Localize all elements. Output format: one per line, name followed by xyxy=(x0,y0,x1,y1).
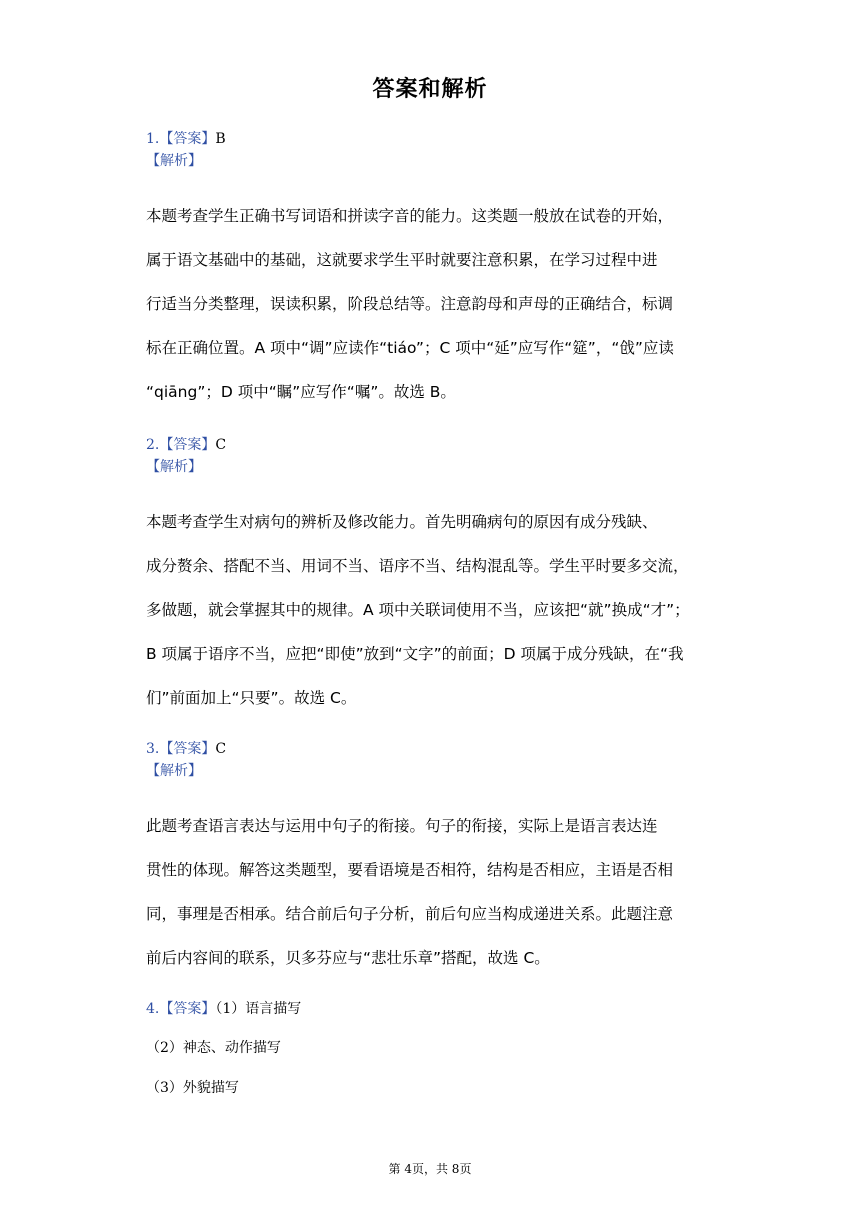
analysis-label: 【解析】 xyxy=(146,459,202,475)
analysis-paragraph xyxy=(146,500,726,720)
question-number: 4. xyxy=(146,1001,160,1017)
answer-line xyxy=(146,128,726,150)
answer-label: 【答案】 xyxy=(159,437,216,453)
answer-label: 【答案】 xyxy=(159,131,216,147)
question-2 xyxy=(146,434,726,720)
analysis-line: 属于语文基础中的基础，这就要求学生平时就要注意积累，在学习过程中进 xyxy=(146,251,658,269)
answer-line xyxy=(146,738,726,760)
answer-item: （1）语言描写 xyxy=(215,1001,302,1017)
answer-value: C xyxy=(215,741,227,757)
analysis-line: 本题考查学生对病句的辨析及修改能力。首先明确病句的原因有成分残缺、 xyxy=(146,513,658,531)
analysis-label: 【解析】 xyxy=(146,153,202,169)
answer-value: B xyxy=(215,131,226,147)
analysis-line: “qiāng”；D 项中“瞩”应写作“嘱”。故选 B。 xyxy=(146,383,456,401)
answer-item: （2）神态、动作描写 xyxy=(146,1040,281,1056)
answer-line xyxy=(146,998,726,1020)
analysis-paragraph xyxy=(146,194,726,414)
answer-item: （3）外貌描写 xyxy=(146,1080,239,1096)
question-4 xyxy=(146,998,726,1108)
question-number: 3. xyxy=(146,741,160,757)
page-footer: 第 4页，共 8页 xyxy=(388,1162,472,1176)
analysis-paragraph xyxy=(146,804,726,980)
answer-label: 【答案】 xyxy=(159,1001,216,1017)
analysis-line: 本题考查学生正确书写词语和拼读字音的能力。这类题一般放在试卷的开始， xyxy=(146,207,674,225)
question-number: 1. xyxy=(146,131,160,147)
analysis-line: 贯性的体现。解答这类题型，要看语境是否相符，结构是否相应，主语是否相 xyxy=(146,861,674,879)
analysis-line: 们”前面加上“只要”。故选 C。 xyxy=(146,689,357,707)
question-number: 2. xyxy=(146,437,160,453)
question-3 xyxy=(146,738,726,980)
analysis-line: 同，事理是否相承。结合前后句子分析，前后句应当构成递进关系。此题注意 xyxy=(146,905,674,923)
page-title: 答案和解析 xyxy=(372,77,488,102)
analysis-line: 此题考查语言表达与运用中句子的衔接。句子的衔接，实际上是语言表达连 xyxy=(146,817,658,835)
analysis-label: 【解析】 xyxy=(146,763,202,779)
answer-line xyxy=(146,434,726,456)
analysis-line: B 项属于语序不当，应把“即使”放到“文字”的前面；D 项属于成分残缺，在“我 xyxy=(146,645,684,663)
answer-value: C xyxy=(215,437,227,453)
answer-label: 【答案】 xyxy=(159,741,216,757)
analysis-line: 前后内容间的联系，贝多芬应与“悲壮乐章”搭配，故选 C。 xyxy=(146,949,550,967)
analysis-line: 标在正确位置。A 项中“调”应读作“tiáo”；C 项中“延”应写作“筵”，“戗”应读 xyxy=(146,339,674,357)
analysis-line: 行适当分类整理，误读积累，阶段总结等。注意韵母和声母的正确结合，标调 xyxy=(146,295,674,313)
analysis-line: 多做题，就会掌握其中的规律。A 项中关联词使用不当，应该把“就”换成“才”； xyxy=(146,601,690,619)
question-1 xyxy=(146,128,726,414)
analysis-line: 成分赘余、搭配不当、用词不当、语序不当、结构混乱等。学生平时要多交流， xyxy=(146,557,689,575)
